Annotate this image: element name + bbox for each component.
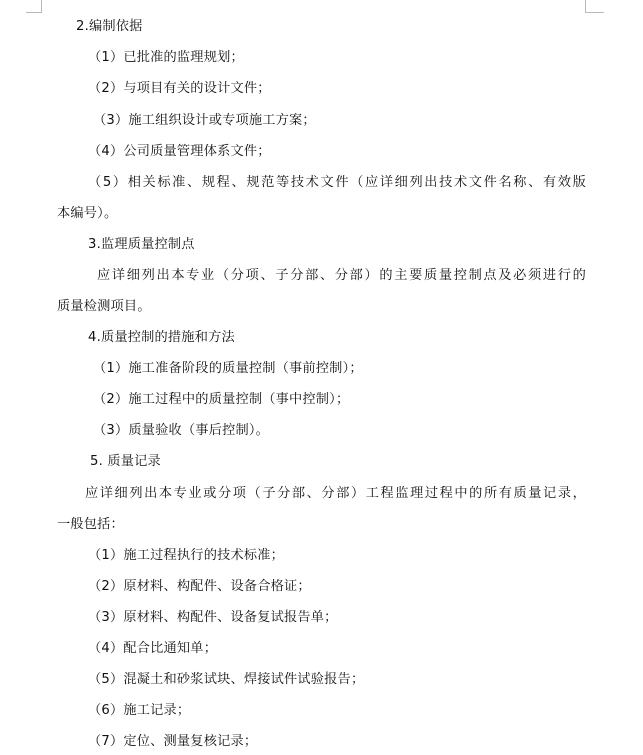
list-item: （2）原材料、构配件、设备合格证； xyxy=(88,579,311,594)
list-item: （3）质量验收（事后控制）。 xyxy=(93,423,270,438)
list-item: （2）与项目有关的设计文件； xyxy=(88,81,271,96)
paragraph-line: 本编号）。 xyxy=(57,206,118,221)
list-item: （5）混凝土和砂浆试块、焊接试件试验报告； xyxy=(88,672,365,687)
crop-mark-top-left xyxy=(26,0,42,13)
paragraph-line: 应详细列出本专业或分项（子分部、分部）工程监理过程中的所有质量记录， xyxy=(85,486,586,501)
heading-compilation-basis: 2.编制依据 xyxy=(76,19,143,34)
list-item: （3）施工组织设计或专项施工方案； xyxy=(93,113,316,128)
list-item: （6）施工记录； xyxy=(88,703,191,718)
paragraph-line: 应详细列出本专业（分项、子分部、分部）的主要质量控制点及必须进行的 xyxy=(97,268,586,283)
heading-quality-control-points: 3.监理质量控制点 xyxy=(88,237,195,252)
list-item: （3）原材料、构配件、设备复试报告单； xyxy=(88,610,338,625)
heading-control-measures: 4.质量控制的措施和方法 xyxy=(88,330,235,345)
list-item: （4）公司质量管理体系文件； xyxy=(88,144,271,159)
list-item: （4）配合比通知单； xyxy=(88,641,218,656)
paragraph-line: 质量检测项目。 xyxy=(57,299,151,314)
heading-quality-records: 5. 质量记录 xyxy=(90,454,161,469)
paragraph-line: （5）相关标准、规程、规范等技术文件（应详细列出技术文件名称、有效版 xyxy=(88,175,586,190)
list-item: （1）施工过程执行的技术标准； xyxy=(88,548,285,563)
crop-mark-top-right xyxy=(585,0,604,13)
list-item: （2）施工过程中的质量控制（事中控制）； xyxy=(93,392,350,407)
list-item: （1）施工准备阶段的质量控制（事前控制）； xyxy=(93,361,363,376)
list-item: （1）已批准的监理规划； xyxy=(88,50,244,65)
paragraph-line: 一般包括： xyxy=(57,517,124,532)
list-item: （7）定位、测量复核记录； xyxy=(88,734,258,749)
